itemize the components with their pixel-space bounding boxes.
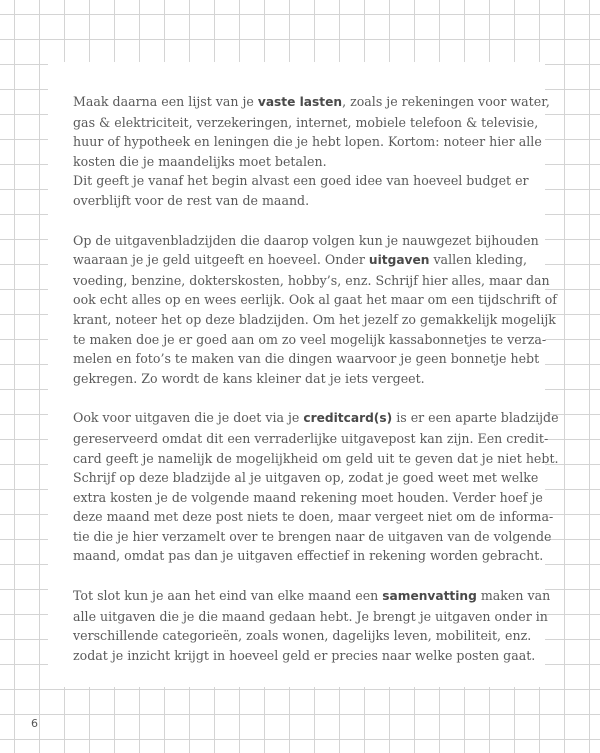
text-segment: waaraan je je geld uitgeeft en hoeveel. Onder — [73, 252, 369, 268]
text-segment: huur of hypotheek en leningen die je hebt lopen. Kortom: noteer hier alle — [73, 134, 542, 150]
paragraph — [73, 231, 557, 389]
text-segment: , zoals je rekeningen voor water, — [342, 94, 550, 109]
text-segment: te maken doe je er goed aan om zo veel mogelijk kassabonnetjes te verza- — [73, 331, 547, 347]
text-segment: Schrijf op deze bladzijde al je uitgaven op, zodat je goed weet met welke — [73, 470, 539, 486]
paragraph — [73, 92, 550, 211]
body-text — [73, 92, 559, 685]
text-segment: ook echt alles op en wees eerlijk. Ook al gaat het maar om een tijdschrift of — [73, 292, 557, 308]
text-line — [73, 488, 543, 508]
text-line — [73, 191, 535, 211]
text-segment: kosten die je maandelijks moet betalen. — [73, 153, 327, 169]
text-line — [73, 132, 542, 152]
keyword: creditcard(s) — [303, 411, 393, 426]
text-line — [73, 369, 535, 389]
text-segment: voeding, benzine, dokterskosten, hobby’s, enz. Schrijf hier alles, maar dan — [73, 272, 550, 288]
text-segment: extra kosten je de volgende maand rekening moet houden. Verder hoef je — [73, 489, 543, 505]
text-segment: alle uitgaven die je die maand gedaan hebt. Je brengt je uitgaven onder in — [73, 608, 548, 624]
text-segment: zodat je inzicht krijgt in hoeveel geld er precies naar welke posten gaat. — [73, 647, 536, 663]
text-segment: gas & elektriciteit, verzekeringen, internet, mobiele telefoon & televisie, — [73, 114, 539, 130]
text-line — [73, 408, 559, 429]
keyword: samenvatting — [382, 589, 477, 604]
text-line — [73, 113, 539, 133]
text-segment: overblijft voor de rest van de maand. — [73, 192, 310, 208]
text-line — [73, 171, 535, 191]
keyword: uitgaven — [368, 253, 430, 268]
text-line — [73, 92, 550, 113]
text-line — [73, 449, 559, 469]
text-line — [73, 310, 556, 330]
text-segment: Op de uitgavenbladzijden die daarop volgen kun je nauwgezet bijhouden — [73, 232, 539, 248]
keyword: vaste lasten — [257, 95, 343, 109]
text-line — [73, 231, 539, 251]
text-line — [73, 586, 551, 607]
text-line — [73, 290, 557, 310]
text-segment: vallen kleding, — [429, 252, 528, 268]
text-segment: krant, noteer het op deze bladzijden. Om het jezelf zo gemakkelijk mogelijk — [73, 311, 556, 327]
text-segment: maken van — [476, 588, 551, 604]
text-segment: gekregen. Zo wordt de kans kleiner dat je iets vergeet. — [73, 370, 425, 386]
text-segment: Maak daarna een lijst van je — [73, 94, 258, 109]
text-line — [73, 429, 549, 449]
text-line — [73, 468, 539, 488]
text-segment: Dit geeft je vanaf het begin alvast een goed idee van hoeveel budget er — [73, 173, 529, 189]
text-line — [73, 152, 535, 172]
text-segment: melen en foto’s te maken van die dingen waarvoor je geen bonnetje hebt — [73, 351, 540, 367]
text-line — [73, 330, 547, 350]
text-line — [73, 546, 544, 566]
text-segment: gereserveerd omdat dit een verraderlijke uitgavepost kan zijn. Een credit- — [73, 430, 549, 446]
text-segment: deze maand met deze post niets te doen, maar vergeet niet om de informa- — [73, 509, 554, 525]
text-line — [73, 626, 535, 646]
text-line — [73, 527, 552, 547]
text-segment: is er een aparte bladzijde — [392, 410, 559, 426]
text-panel — [48, 62, 559, 687]
text-segment: Tot slot kun je aan het eind van elke maand een — [73, 588, 383, 604]
text-line — [73, 349, 540, 369]
page-number: 6 — [31, 717, 38, 730]
text-line — [73, 271, 550, 291]
paragraph — [73, 586, 551, 665]
text-line — [73, 250, 535, 271]
text-segment: card geeft je namelijk de mogelijkheid om geld uit te geven dat je niet hebt. — [73, 450, 559, 466]
text-segment: tie die je hier verzamelt over te brengen naar de uitgaven van de volgende — [73, 528, 552, 544]
text-line — [73, 607, 548, 627]
text-segment: verschillende categorieën, zoals wonen, dagelijks leven, mobiliteit, enz. — [73, 628, 532, 644]
text-line — [73, 507, 554, 527]
text-segment: maand, omdat pas dan je uitgaven effectief in rekening worden gebracht. — [73, 548, 544, 564]
text-line — [73, 646, 535, 666]
text-segment: Ook voor uitgaven die je doet via je — [73, 410, 304, 426]
paragraph — [73, 408, 559, 566]
